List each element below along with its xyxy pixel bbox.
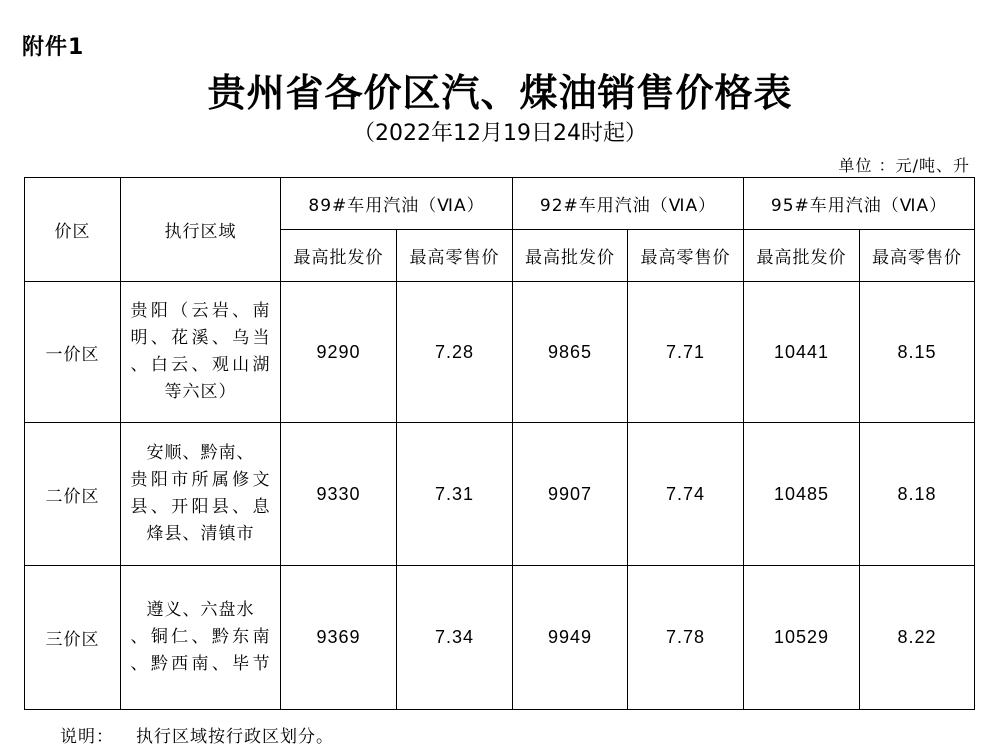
price-95-retail: 8.18 xyxy=(860,423,975,566)
price-89-wholesale: 9290 xyxy=(281,282,397,423)
price-95-retail: 8.22 xyxy=(860,566,975,710)
region-line: 县、开阳县、息 xyxy=(130,497,271,517)
region-line: 贵阳（云岩、南 xyxy=(130,301,271,321)
region-line: 、铜仁、黔东南 xyxy=(130,627,271,647)
header-row xyxy=(25,178,975,230)
subheader-wholesale: 最高批发价 xyxy=(744,230,860,282)
table-row xyxy=(25,566,975,710)
subheader-retail: 最高零售价 xyxy=(397,230,513,282)
unit-label: 单位 ：元/吨、升 xyxy=(838,156,970,175)
region-line: 烽县、清镇市 xyxy=(146,524,255,544)
col-header-fuel-95: 95#车用汽油（ⅥA） xyxy=(744,178,975,230)
price-89-retail: 7.31 xyxy=(397,423,513,566)
price-92-wholesale: 9865 xyxy=(513,282,628,423)
price-92-retail: 7.78 xyxy=(628,566,744,710)
price-92-retail: 7.71 xyxy=(628,282,744,423)
page-title: 贵州省各价区汽、煤油销售价格表 xyxy=(207,71,793,115)
subheader-wholesale: 最高批发价 xyxy=(513,230,628,282)
region-line: 、白云、观山湖 xyxy=(130,355,271,375)
price-89-wholesale: 9369 xyxy=(281,566,397,710)
region-line: 安顺、黔南、 xyxy=(146,443,255,463)
price-95-retail: 8.15 xyxy=(860,282,975,423)
zone-cell: 二价区 xyxy=(25,423,121,566)
region-line: 贵阳市所属修文 xyxy=(130,470,271,490)
price-89-retail: 7.28 xyxy=(397,282,513,423)
price-92-retail: 7.74 xyxy=(628,423,744,566)
price-92-wholesale: 9907 xyxy=(513,423,628,566)
region-line: 等六区） xyxy=(164,382,237,402)
zone-cell: 一价区 xyxy=(25,282,121,423)
price-95-wholesale: 10441 xyxy=(744,282,860,423)
price-89-retail: 7.34 xyxy=(397,566,513,710)
subheader-retail: 最高零售价 xyxy=(628,230,744,282)
effective-date: （2022年12月19日24时起） xyxy=(353,121,647,146)
footnote xyxy=(60,722,334,747)
footnote-text: 执行区域按行政区划分。 xyxy=(136,727,334,747)
region-cell xyxy=(121,423,281,566)
region-cell xyxy=(121,566,281,710)
col-header-fuel-89: 89#车用汽油（ⅥA） xyxy=(281,178,513,230)
subheader-wholesale: 最高批发价 xyxy=(281,230,397,282)
region-line: 、黔西南、毕节 xyxy=(130,654,271,674)
price-95-wholesale: 10485 xyxy=(744,423,860,566)
col-header-zone: 价区 xyxy=(25,178,121,282)
attachment-label: 附件1 xyxy=(22,35,85,60)
region-line: 明、花溪、乌当 xyxy=(130,328,271,348)
table-row xyxy=(25,282,975,423)
footnote-label: 说明： xyxy=(60,727,114,747)
region-cell xyxy=(121,282,281,423)
table-row xyxy=(25,423,975,566)
price-95-wholesale: 10529 xyxy=(744,566,860,710)
col-header-fuel-92: 92#车用汽油（ⅥA） xyxy=(513,178,744,230)
price-92-wholesale: 9949 xyxy=(513,566,628,710)
col-header-region: 执行区域 xyxy=(121,178,281,282)
region-line: 遵义、六盘水 xyxy=(146,600,255,620)
price-table xyxy=(24,177,975,710)
zone-cell: 三价区 xyxy=(25,566,121,710)
subheader-retail: 最高零售价 xyxy=(860,230,975,282)
price-89-wholesale: 9330 xyxy=(281,423,397,566)
